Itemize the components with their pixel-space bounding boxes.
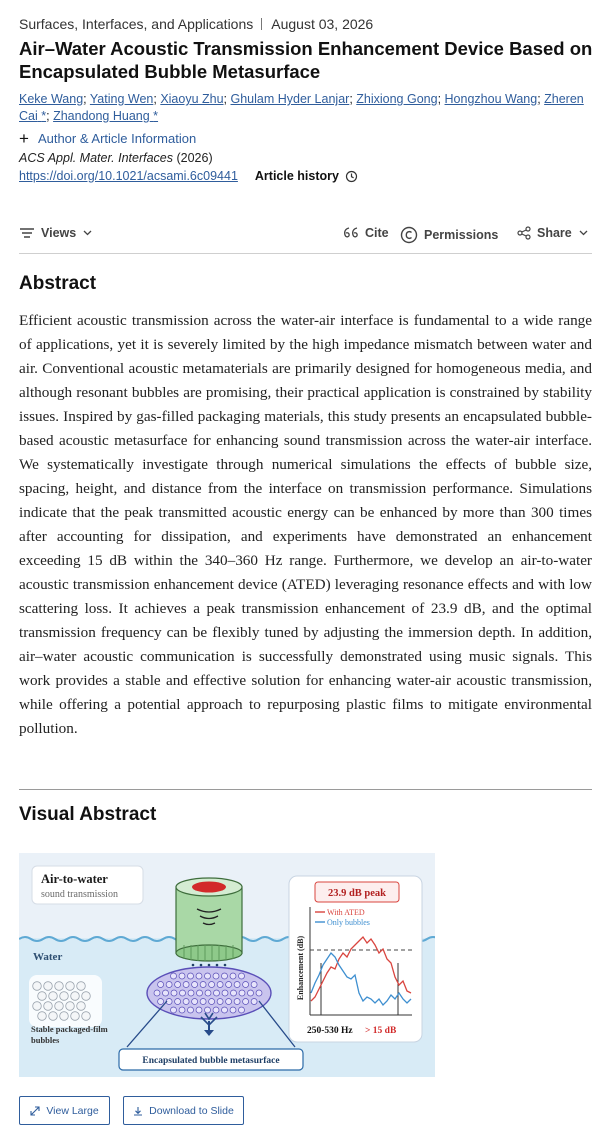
chart-ylabel: Enhancement (dB): [296, 935, 305, 1001]
packaged-bubble: [77, 1002, 86, 1011]
permissions-button[interactable]: [400, 226, 498, 244]
metasurface-bubble: [197, 990, 203, 996]
corresponding-author-marker: *: [41, 108, 47, 123]
abstract-text: Efficient acoustic transmission across the water-air interface is fundamental to a wide range of applications, yet it is severely limited by the high impedance mismatch between water and air. Conventional acoustic metamaterials are primarily designed for homogeneous media, and although resonant bubbles are promising, their practical application is constrained by stability issues. Inspired by gas-filled packaging materials, this study presents an encapsulated bubble-based acoustic metasurface for enhancing sound transmission across the water-air interface. We systematically investigate through numerical simulations the effects of bubble size, spacing, height, and distance from the interface on transmission performance. Simulations indicate that the peak transmitted acoustic energy can be enhanced by more than 300 times after accounting for dissipation, and experiments have demonstrated an enhancement exceeding 15 dB within the 340–360 Hz range. Furthermore, we develop an air-to-water acoustic transmission enhancement device (ATED) leveraging resonance effects and with low scattering loss. It achieves a peak transmission enhancement of 23.9 dB, and the optimal transmission frequency can be flexibly tuned by adjusting the immersion depth. In addition, air–water acoustic communication is successfully demonstrated using music signals. This work provides a stable and effective solution for enhancing water-air acoustic transmission, while offering a potential approach to repurposing plastic films to mitigate environmental pollution.: [19, 312, 592, 737]
metasurface-bubble: [192, 982, 198, 988]
cite-button[interactable]: [342, 226, 389, 240]
metasurface-bubble: [205, 990, 211, 996]
metasurface-bubble: [222, 973, 228, 979]
download-label: Download to Slide: [149, 1104, 234, 1117]
metasurface-bubble: [226, 999, 232, 1005]
doi-row: [19, 169, 358, 183]
sound-dot: [216, 964, 219, 967]
metasurface-bubble: [234, 982, 240, 988]
metasurface-bubble: [179, 973, 185, 979]
ated-device: [176, 878, 242, 961]
metasurface-bubble: [231, 990, 237, 996]
packaged-bubble: [77, 982, 86, 991]
permissions-label: Permissions: [424, 228, 499, 242]
packaged-bubble: [44, 982, 53, 991]
metasurface-bubble: [183, 982, 189, 988]
download-icon: [133, 1106, 143, 1116]
metasurface-bubble: [256, 990, 262, 996]
metasurface-bubble: [209, 982, 215, 988]
author-link[interactable]: Yating Wen: [89, 92, 154, 106]
packaged-bubble: [33, 1002, 42, 1011]
packaged-bubble: [82, 1012, 91, 1021]
metasurface-bubble: [239, 973, 245, 979]
metasurface-bubble: [166, 982, 172, 988]
packaged-bubble: [71, 1012, 80, 1021]
doi-link[interactable]: https://doi.org/10.1021/acsami.6c09441: [19, 169, 238, 183]
sound-dot: [224, 964, 227, 967]
metasurface-bubble: [171, 973, 177, 979]
gain-label: > 15 dB: [365, 1026, 397, 1036]
author-info-toggle[interactable]: [19, 128, 197, 148]
views-label: Views: [41, 226, 77, 240]
packaged-bubble: [44, 1002, 53, 1011]
metasurface-bubble: [226, 982, 232, 988]
chevron-down-icon: [579, 230, 588, 236]
metasurface-bubble: [196, 973, 202, 979]
metasurface-bubble: [209, 999, 215, 1005]
metasurface-bubble: [200, 999, 206, 1005]
metasurface-bubble: [243, 982, 249, 988]
article-title: Air–Water Acoustic Transmission Enhancement Device Based on Encapsulated Bubble Metasurface: [19, 38, 593, 82]
author-link[interactable]: Keke Wang: [19, 92, 84, 106]
view-large-label: View Large: [46, 1104, 99, 1117]
metasurface-bubble: [213, 973, 219, 979]
metasurface-bubble: [234, 999, 240, 1005]
abstract-heading: Abstract: [19, 273, 97, 294]
metasurface-bubble: [213, 1007, 219, 1013]
peak-label: 23.9 dB peak: [327, 888, 387, 899]
history-icon: [345, 170, 358, 183]
metasurface-bubble: [175, 999, 181, 1005]
metasurface-bubble: [248, 990, 254, 996]
publication-date: August 03, 2026: [271, 16, 374, 32]
metasurface-bubble: [192, 999, 198, 1005]
cite-label: Cite: [365, 226, 389, 240]
corresponding-author-marker: *: [153, 108, 159, 123]
metasurface-bubble: [158, 982, 164, 988]
metasurface-bubble: [163, 990, 169, 996]
legend-ated-label: With ATED: [327, 908, 365, 917]
article-history-button[interactable]: [255, 169, 358, 183]
journal-citation: [19, 151, 213, 165]
packaged-bubble: [60, 992, 69, 1001]
share-label: Share: [537, 226, 572, 240]
legend-bubbles-label: Only bubbles: [327, 918, 370, 927]
filter-lines-icon: [19, 227, 35, 239]
author-link[interactable]: Xiaoyu Zhu: [160, 92, 224, 106]
packaged-bubble: [49, 1012, 58, 1021]
metasurface-label: Encapsulated bubble metasurface: [142, 1056, 280, 1066]
metasurface-bubble: [230, 973, 236, 979]
packaged-bubble: [60, 1012, 69, 1021]
metasurface-bubble: [183, 999, 189, 1005]
metasurface-bubble: [217, 999, 223, 1005]
metasurface-bubble: [179, 1007, 185, 1013]
packaged-bubble: [38, 992, 47, 1001]
metasurface-bubble: [217, 982, 223, 988]
article-history-label: Article history: [254, 169, 339, 183]
section-label: Surfaces, Interfaces, and Applications: [19, 16, 254, 32]
visual-abstract-heading: Visual Abstract: [19, 804, 157, 825]
sound-dot: [208, 964, 211, 967]
metasurface-bubble: [239, 990, 245, 996]
metasurface-bubble: [196, 1007, 202, 1013]
chevron-down-icon: [83, 230, 92, 236]
meta-separator: [261, 18, 262, 30]
packaged-bubble: [33, 982, 42, 991]
author-link[interactable]: [53, 109, 158, 123]
author-name: Zhandong Huang: [53, 108, 150, 123]
packaged-bubble: [55, 982, 64, 991]
figure-subtitle: sound transmission: [41, 889, 118, 900]
range-label: 250-530 Hz: [307, 1026, 353, 1036]
metasurface-bubble: [251, 999, 257, 1005]
metasurface-bubble: [222, 1007, 228, 1013]
metasurface-bubble: [158, 999, 164, 1005]
plus-icon: +: [19, 128, 29, 148]
author-link[interactable]: Zhixiong Gong: [356, 92, 438, 106]
metasurface-bubble: [188, 990, 194, 996]
section-divider: [19, 789, 592, 790]
metasurface-bubble: [214, 990, 220, 996]
author-link[interactable]: Hongzhou Wang: [444, 92, 538, 106]
water-label: Water: [33, 951, 63, 963]
metasurface-bubble: [205, 1007, 211, 1013]
journal-name: ACS Appl. Mater. Interfaces: [19, 151, 173, 165]
metasurface-bubble: [243, 999, 249, 1005]
author-info-label: Author & Article Information: [37, 131, 197, 146]
metasurface-bubble: [251, 982, 257, 988]
metasurface-bubble: [171, 990, 177, 996]
metasurface-bubble: [175, 982, 181, 988]
packaged-bubble: [66, 1002, 75, 1011]
sound-dot: [200, 964, 203, 967]
figure-title: Air-to-water: [41, 872, 108, 886]
metasurface-bubble: [188, 1007, 194, 1013]
article-toolbar: [19, 224, 592, 254]
author-name: Zheren Cai: [19, 92, 584, 123]
expand-icon: [30, 1106, 40, 1116]
author-list: Keke Wang; Yating Wen; Xiaoyu Zhu; Ghulam Hyder Lanjar; Zhixiong Gong; Hongzhou Wang; Zheren Cai *; Zhandong Huang *: [19, 92, 584, 123]
metasurface-bubble: [222, 990, 228, 996]
metasurface-bubble: [239, 1007, 245, 1013]
metasurface-bubble: [200, 982, 206, 988]
bubbles-label-line2: bubbles: [31, 1035, 60, 1045]
copyright-icon: [400, 226, 418, 244]
packaged-bubble: [66, 982, 75, 991]
author-link[interactable]: Ghulam Hyder Lanjar: [230, 92, 350, 106]
article-meta-line: [19, 16, 373, 32]
metasurface-bubble: [180, 990, 186, 996]
visual-abstract-figure[interactable]: [19, 853, 435, 1077]
quote-icon: [342, 226, 359, 240]
metasurface-bubble: [188, 973, 194, 979]
metasurface-bubble: [230, 1007, 236, 1013]
share-icon: [517, 226, 531, 240]
download-slide-button[interactable]: [123, 1096, 244, 1125]
metasurface-bubble: [154, 990, 160, 996]
packaged-bubble: [71, 992, 80, 1001]
packaged-bubble: [82, 992, 91, 1001]
packaged-bubble: [38, 1012, 47, 1021]
packaged-bubble: [55, 1002, 64, 1011]
metasurface-bubble: [171, 1007, 177, 1013]
views-menu[interactable]: [19, 226, 92, 240]
view-large-button[interactable]: [19, 1096, 110, 1125]
metasurface-bubble: [205, 973, 211, 979]
packaged-bubble: [49, 992, 58, 1001]
share-menu[interactable]: [517, 226, 588, 240]
bubbles-label-line1: Stable packaged-film: [31, 1024, 108, 1034]
sound-dot: [192, 964, 195, 967]
journal-year: (2026): [176, 151, 213, 165]
